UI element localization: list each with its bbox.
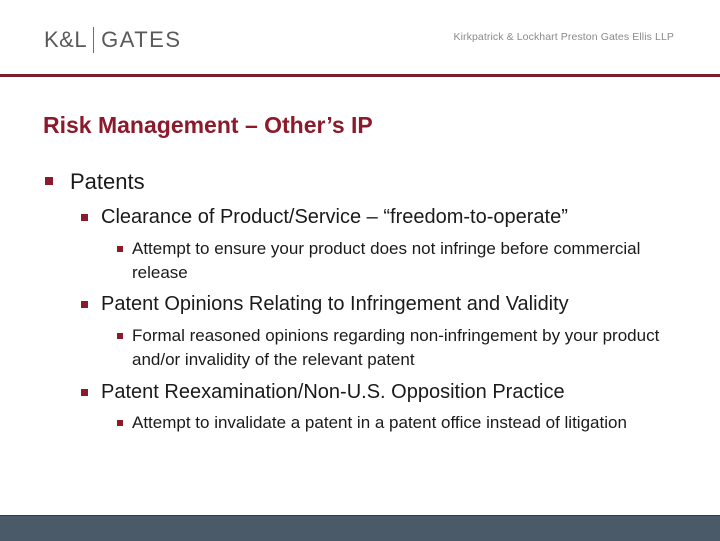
bullet-square-icon	[117, 246, 123, 252]
bullet-text: Patent Reexamination/Non-U.S. Opposition Practice	[101, 381, 565, 403]
footer-bar	[0, 515, 720, 541]
bullet-square-icon	[81, 214, 88, 221]
logo-left-text: K&L	[44, 27, 88, 52]
bullet-square-icon	[117, 420, 123, 426]
bullet-square-icon	[117, 333, 123, 339]
slide-header	[0, 0, 720, 76]
bullet-square-icon	[81, 301, 88, 308]
bullet-text: Formal reasoned opinions regarding non-infringement by your product and/or invalidity of the relevant patent	[132, 326, 660, 369]
bullet-text: Attempt to ensure your product does not infringe before commercial release	[132, 239, 641, 282]
kl-gates-logo	[44, 27, 182, 53]
logo-right-text: GATES	[101, 27, 182, 52]
slide-title: Risk Management – Other’s IP	[43, 112, 373, 138]
bullet-text: Patents	[70, 169, 145, 194]
bullet-square-icon	[81, 389, 88, 396]
bullet-text: Clearance of Product/Service – “freedom-to-operate”	[101, 206, 568, 228]
bullet-text: Patent Opinions Relating to Infringement and Validity	[101, 293, 569, 315]
bullet-square-icon	[45, 177, 53, 185]
logo-divider	[93, 27, 94, 53]
bullet-text: Attempt to invalidate a patent in a patent office instead of litigation	[132, 413, 627, 432]
header-divider	[0, 74, 720, 77]
firm-name: Kirkpatrick & Lockhart Preston Gates Ellis LLP	[453, 31, 674, 43]
